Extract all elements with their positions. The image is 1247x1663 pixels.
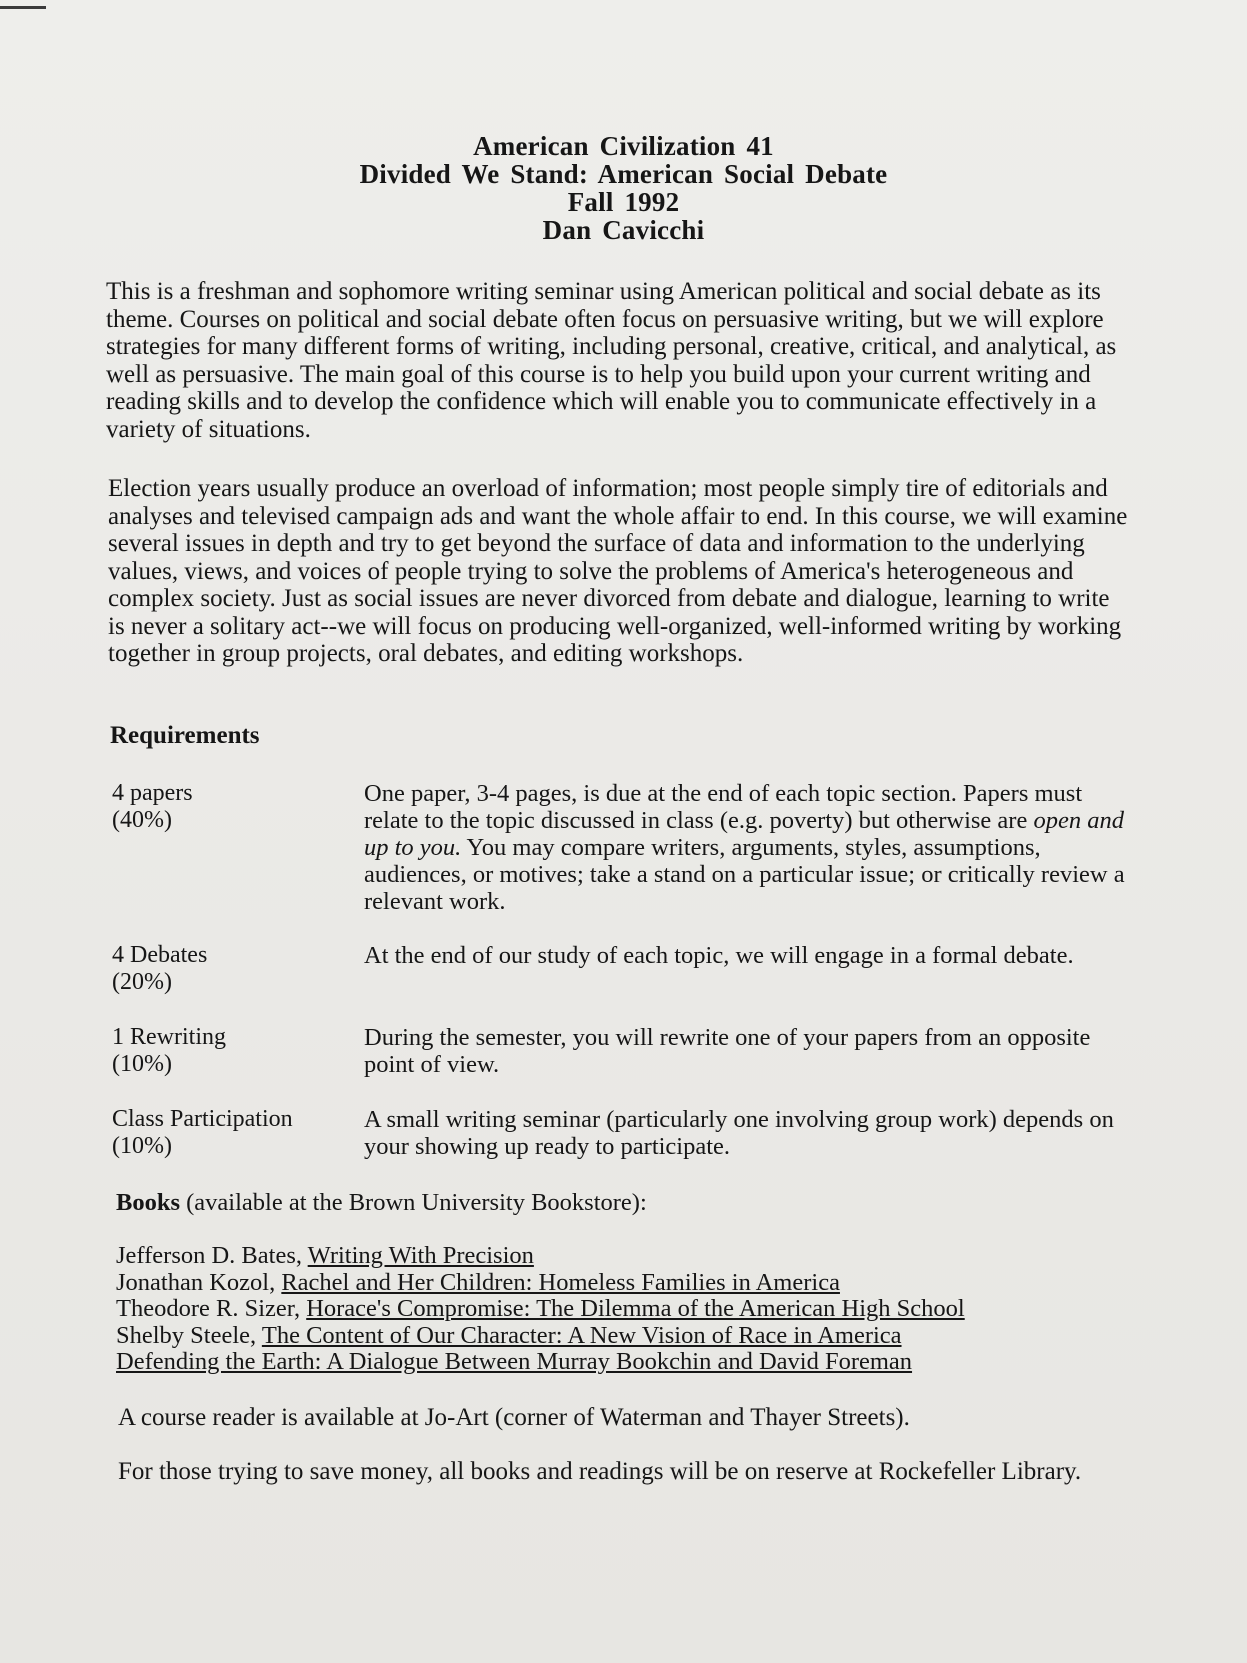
book-title: Horace's Compromise: The Dilemma of the American High School bbox=[306, 1295, 965, 1322]
book-author: Shelby Steele, bbox=[116, 1321, 262, 1349]
books-heading-note: (available at the Brown University Bookstore): bbox=[180, 1189, 647, 1216]
books-heading bbox=[116, 1189, 647, 1217]
requirement-description bbox=[364, 780, 1134, 915]
description-text: One paper, 3-4 pages, is due at the end of each topic section. Papers must relate to the topic discussed in class (e.g. poverty) but otherwise are bbox=[364, 780, 1083, 834]
books-heading-label: Books bbox=[116, 1189, 181, 1216]
page-corner-mark bbox=[0, 6, 46, 9]
book-item bbox=[116, 1243, 1126, 1270]
book-title: Rachel and Her Children: Homeless Families in America bbox=[281, 1268, 840, 1296]
book-author: Jefferson D. Bates, bbox=[116, 1242, 308, 1269]
book-item bbox=[116, 1349, 1126, 1376]
book-title: Writing With Precision bbox=[307, 1242, 534, 1269]
requirement-label bbox=[112, 1106, 352, 1160]
course-title: Divided We Stand: American Social Debate bbox=[359, 159, 888, 189]
description-emphasis: open and up to you. bbox=[364, 807, 1124, 861]
requirement-name: 4 Debates bbox=[112, 942, 208, 968]
requirement-description: A small writing seminar (particularly one involving group work) depends on your showing up ready to participate. bbox=[364, 1106, 1114, 1160]
requirement-name: Class Participation bbox=[112, 1106, 293, 1132]
requirement-label bbox=[112, 780, 352, 834]
requirement-weight: (40%) bbox=[112, 807, 172, 833]
book-item bbox=[116, 1323, 1126, 1350]
course-reader-note: A course reader is available at Jo-Art (corner of Waterman and Thayer Streets). bbox=[118, 1404, 910, 1431]
book-author: Jonathan Kozol, bbox=[116, 1268, 282, 1296]
book-item bbox=[116, 1296, 1126, 1323]
requirement-weight: (10%) bbox=[112, 1133, 172, 1159]
instructor-name: Dan Cavicchi bbox=[542, 215, 705, 245]
requirement-name: 1 Rewriting bbox=[112, 1024, 226, 1050]
requirement-weight: (20%) bbox=[112, 969, 172, 995]
syllabus-header bbox=[0, 132, 1247, 244]
book-title: Defending the Earth: A Dialogue Between Murray Bookchin and David Foreman bbox=[116, 1348, 913, 1375]
book-item bbox=[116, 1270, 1126, 1297]
book-title: The Content of Our Character: A New Vision of Race in America bbox=[261, 1321, 902, 1349]
intro-paragraph: This is a freshman and sophomore writing seminar using American political and social debate as its theme. Courses on political and social debate often focus on persuasive writing, but we will explore strategies for many different forms of writing, including personal, creative, critical, and analytical, as well as persuasive. The main goal of this course is to help you build upon your current writing and reading skills and to develop the confidence which will enable you to communicate effectively in a variety of situations. bbox=[106, 278, 1117, 443]
book-list bbox=[116, 1243, 1126, 1376]
requirement-name: 4 papers bbox=[112, 780, 193, 806]
requirement-label bbox=[112, 1024, 352, 1078]
description-text: You may compare writers, arguments, styles, assumptions, audiences, or motives; take a stand on a particular issue; or critically review a relevant work. bbox=[364, 834, 1125, 915]
reserve-note: For those trying to save money, all books and readings will be on reserve at Rockefeller Library. bbox=[118, 1458, 1082, 1485]
requirement-label bbox=[112, 942, 352, 996]
requirement-description: During the semester, you will rewrite one of your papers from an opposite point of view. bbox=[364, 1024, 1091, 1078]
requirements-heading: Requirements bbox=[110, 722, 260, 749]
requirement-weight: (10%) bbox=[112, 1051, 172, 1077]
election-paragraph: Election years usually produce an overload of information; most people simply tire of editorials and analyses and televised campaign ads and want the whole affair to end. In this course, we will examine several issues in depth and try to get beyond the surface of data and information to the underlying values, views, and voices of people trying to solve the problems of America's heterogeneous and complex society. Just as social issues are never divorced from debate and dialogue, learning to write is never a solitary act--we will focus on producing well-organized, well-informed writing by working together in group projects, oral debates, and editing workshops. bbox=[108, 475, 1128, 667]
requirement-description: At the end of our study of each topic, we will engage in a formal debate. bbox=[364, 942, 1074, 969]
book-author: Theodore R. Sizer, bbox=[116, 1295, 307, 1322]
course-number: American Civilization 41 bbox=[473, 131, 774, 161]
course-term: Fall 1992 bbox=[567, 187, 680, 217]
